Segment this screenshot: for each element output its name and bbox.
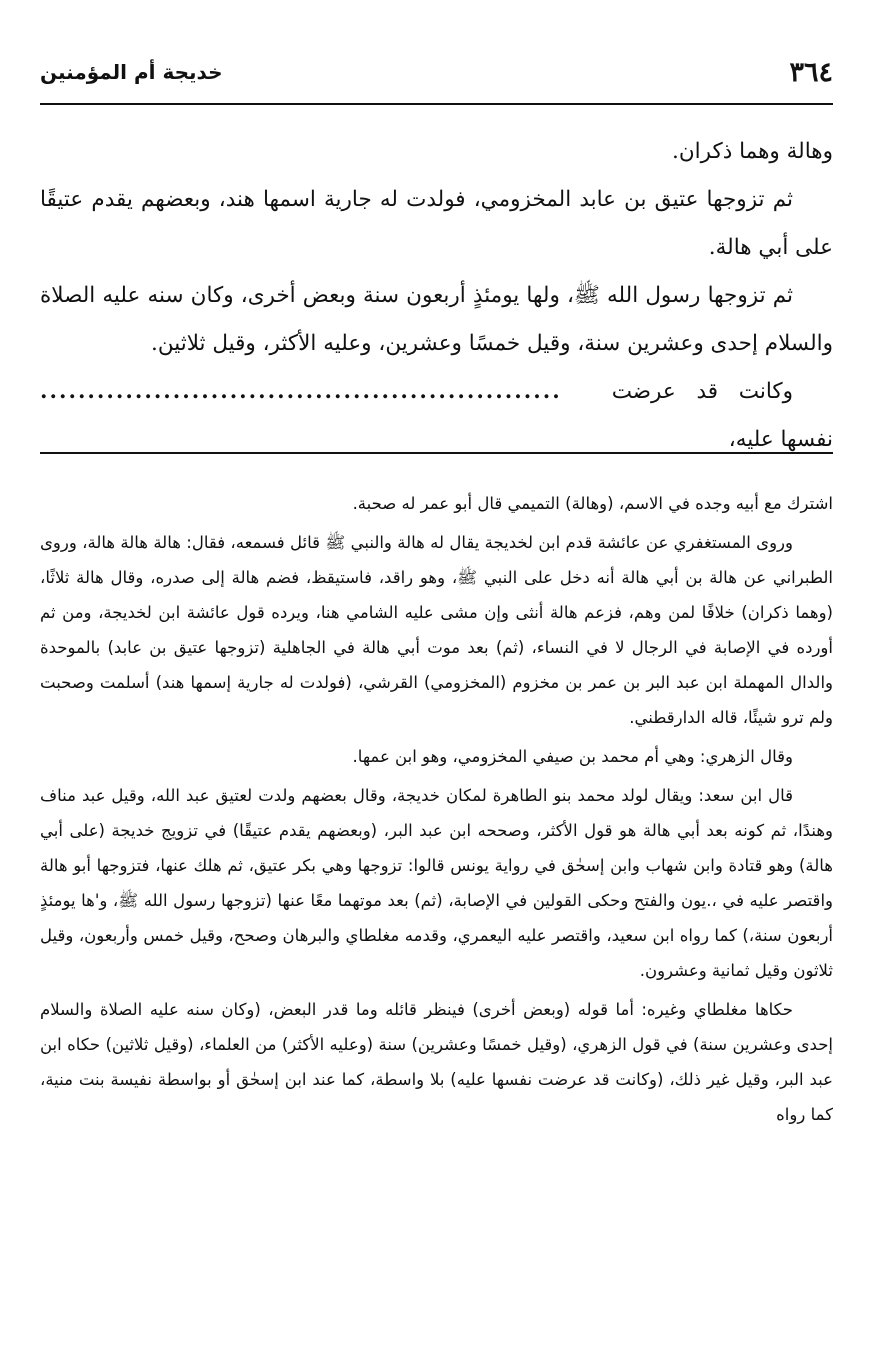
section-divider <box>40 452 833 454</box>
dotted-leader: ....................................................... <box>40 379 562 404</box>
commentary-paragraph: وقال الزهري: وهي أم محمد بن صيفي المخزومي، وهو ابن عمها. <box>352 747 793 766</box>
commentary-paragraph: حكاها مغلطاي وغيره: أما قوله (وبعض أخرى) فينظر قائله وما قدر البعض، (وكان سنه عليه الصلاة والسلام إحدى وعشرين سنة) في قول الزهري، (وقيل خمسًا وعشرين) سنة (وعليه الأكثر) من العلماء، (وقيل ثلاثين) حكاه ابن عبد البر، وقيل غير ذلك، (وكانت قد عرضت نفسها عليه) بلا واسطة، كما عند ابن إسحٰق أو بواسطة نفيسة بنت منية، كما رواه <box>40 1000 833 1124</box>
main-paragraph: ثم تزوجها عتيق بن عابد المخزومي، فولدت له جارية اسمها هند، وبعضهم يقدم عتيقًا على أبي هالة. <box>40 187 833 260</box>
main-paragraph: وهالة وهما ذكران. <box>672 139 833 164</box>
page-header <box>40 52 833 92</box>
commentary-paragraph: وروى المستغفري عن عائشة قدم ابن لخديجة يقال له هالة والنبي ﷺ قائل فسمعه، فقال: هالة هالة هالة، وروى الطبراني عن هالة بن أبي هالة أنه دخل على النبي ﷺ، وهو راقد، فاستيقظ، فضم هالة إلى صدره، وقال هالة ثلاثًا، (وهما ذكران) خلافًا لمن وهم، فزعم هالة أنثى وإن مشى عليه الشامي هنا، ويرده قول عائشة ابن لخديجة، ومن ثم أورده في الإصابة في الرجال لا في النساء، (ثم) بعد موت أبي هالة في الجاهلية (تزوجها عتيق بن عابد) بالموحدة والدال المهملة ابن عبد البر بن عمر بن مخزوم (المخزومي) القرشي، (فولدت له جارية إسمها هند) أسلمت وصحبت ولم ترو شيئًا، قاله الدارقطني. <box>40 533 833 727</box>
commentary-paragraph: قال ابن سعد: ويقال لولد محمد بنو الطاهرة لمكان خديجة، وقال بعضهم ولدت لعتيق عبد الله، وقيل عبد مناف وهندًا، ثم كونه بعد أبي هالة هو قول الأكثر، وصححه ابن عبد البر، (وبعضهم يقدم عتيقًا) في تزويج خديجة (على أبي هالة) وهو قتادة وابن شهاب وابن إسحٰق في رواية يونس قالوا: تزوجها وهي بكر عتيق، ثم هلك عنها، فتزوجها أبو هالة واقتصر عليه في ،.يون والفتح وحكى القولين في الإصابة، (ثم) بعد موتهما معًا عنها (تزوجها رسول الله ﷺ، و'ها يومئذٍ أربعون سنة،) كما رواه ابن سعيد، واقتصر عليه اليعمري، وقدمه مغلطاي والبرهان وصحح، وقيل خمس وأربعون، وقيل ثلاثون وقيل ثمانية وعشرون. <box>40 786 833 980</box>
page-number: ٣٦٤ <box>789 56 833 88</box>
commentary-paragraph: اشترك مع أبيه وجده في الاسم، (وهالة) التميمي قال أبو عمر له صحبة. <box>352 494 833 513</box>
main-text <box>40 128 833 464</box>
main-paragraph: ثم تزوجها رسول الله ﷺ، ولها يومئذٍ أربعون سنة وبعض أخرى، وكان سنه عليه الصلاة والسلام إحدى وعشرين سنة، وقيل خمسًا وعشرين، وعليه الأكثر، وقيل ثلاثين. <box>40 283 833 356</box>
main-last-line <box>40 368 833 464</box>
main-paragraph: وكانت قد عرضت نفسها عليه، <box>611 379 833 452</box>
header-rule <box>40 103 833 105</box>
running-title: خديجة أم المؤمنين <box>40 60 223 84</box>
commentary <box>40 486 833 1136</box>
